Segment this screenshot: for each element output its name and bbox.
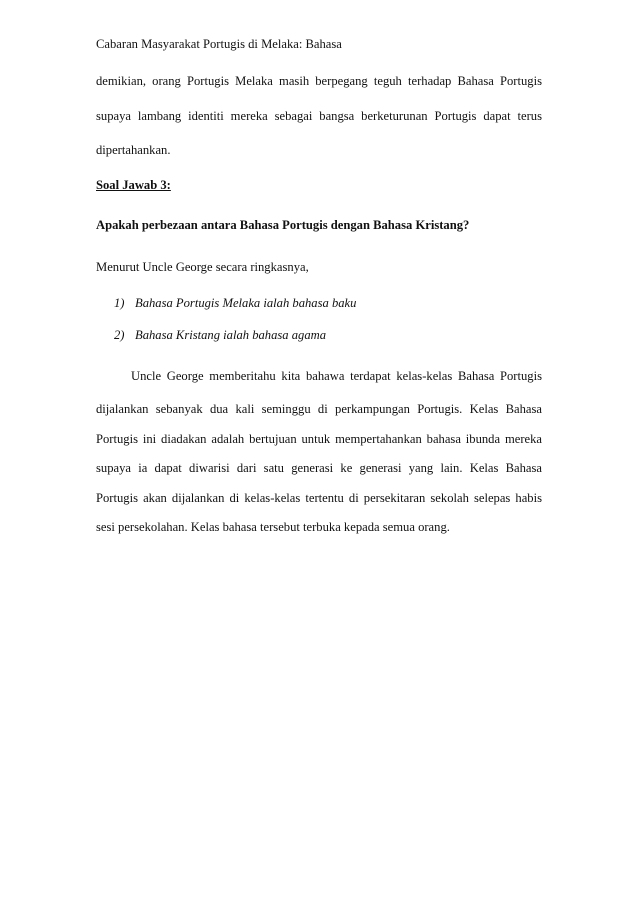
list-item-text: Bahasa Kristang ialah bahasa agama (135, 328, 327, 342)
paragraph-line: dipertahankan. (96, 143, 171, 157)
paragraph-line: Uncle George memberitahu kita bahawa terdapat kelas-kelas Bahasa Portugis (131, 369, 542, 383)
paragraph-line: supaya lambang identiti mereka sebagai bangsa berketurunan Portugis dapat terus (96, 109, 542, 123)
page-header-title: Cabaran Masyarakat Portugis di Melaka: Bahasa (96, 37, 342, 51)
paragraph-line: Portugis akan dijalankan di kelas-kelas tertentu di persekitaran sekolah selepas habis (96, 491, 542, 505)
section-heading: Soal Jawab 3: (96, 178, 171, 192)
paragraph-line: Portugis ini diadakan adalah bertujuan untuk mempertahankan bahasa ibunda mereka (96, 432, 542, 446)
paragraph-line: demikian, orang Portugis Melaka masih berpegang teguh terhadap Bahasa Portugis (96, 74, 542, 88)
paragraph-line: sesi persekolahan. Kelas bahasa tersebut terbuka kepada semua orang. (96, 520, 450, 534)
question-text: Apakah perbezaan antara Bahasa Portugis dengan Bahasa Kristang? (96, 218, 470, 232)
list-item-number: 1) (114, 296, 125, 310)
list-item-text: Bahasa Portugis Melaka ialah bahasa baku (135, 296, 357, 310)
paragraph-line: supaya ia dapat diwarisi dari satu generasi ke generasi yang lain. Kelas Bahasa (96, 461, 542, 475)
intro-text: Menurut Uncle George secara ringkasnya, (96, 260, 309, 274)
list-item (114, 295, 356, 311)
list-item-number: 2) (114, 328, 125, 342)
list-item (114, 327, 326, 343)
paragraph-line: dijalankan sebanyak dua kali seminggu di perkampungan Portugis. Kelas Bahasa (96, 402, 542, 416)
